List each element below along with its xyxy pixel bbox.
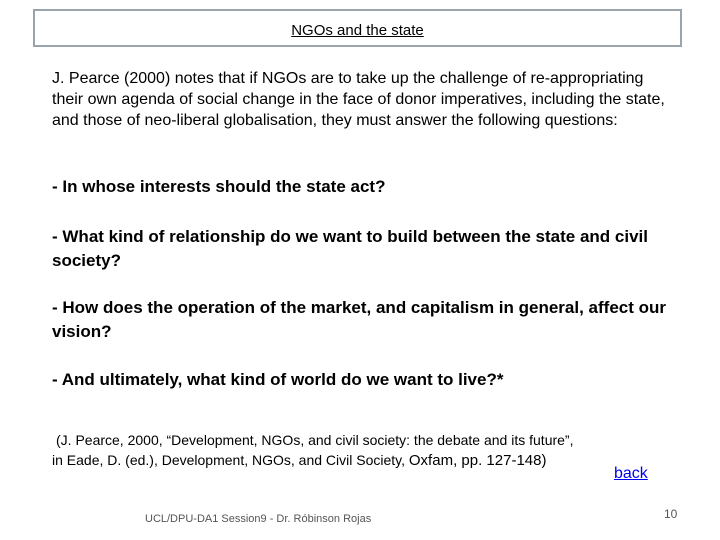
- citation-line-1: (J. Pearce, 2000, “Development, NGOs, and civil society: the debate and its future”,: [56, 432, 574, 448]
- slide-footer: UCL/DPU-DA1 Session9 - Dr. Róbinson Rojas: [145, 513, 372, 525]
- question-4: - And ultimately, what kind of world do we want to live?*: [52, 370, 504, 389]
- page-number: 10: [664, 507, 678, 521]
- question-3: - How does the operation of the market, and capitalism in general, affect our vision?: [52, 298, 667, 341]
- question-2: - What kind of relationship do we want to build between the state and civil society?: [52, 227, 648, 270]
- intro-paragraph: J. Pearce (2000) notes that if NGOs are to take up the challenge of re-appropriating their own agenda of social change in the face of donor imperatives, including the state, and those of neo-liberal globalisation, they must answer the following questions:: [52, 70, 665, 129]
- citation: [52, 430, 702, 471]
- question-1: - In whose interests should the state act?: [52, 177, 386, 196]
- slide-title-box: [33, 9, 682, 47]
- slide-title: NGOs and the state: [291, 22, 424, 39]
- citation-line-2: in Eade, D. (ed.), Development, NGOs, and Civil Society,: [52, 452, 405, 468]
- back-link[interactable]: back: [614, 465, 648, 482]
- citation-line-3: Oxfam, pp. 127-148): [408, 452, 547, 469]
